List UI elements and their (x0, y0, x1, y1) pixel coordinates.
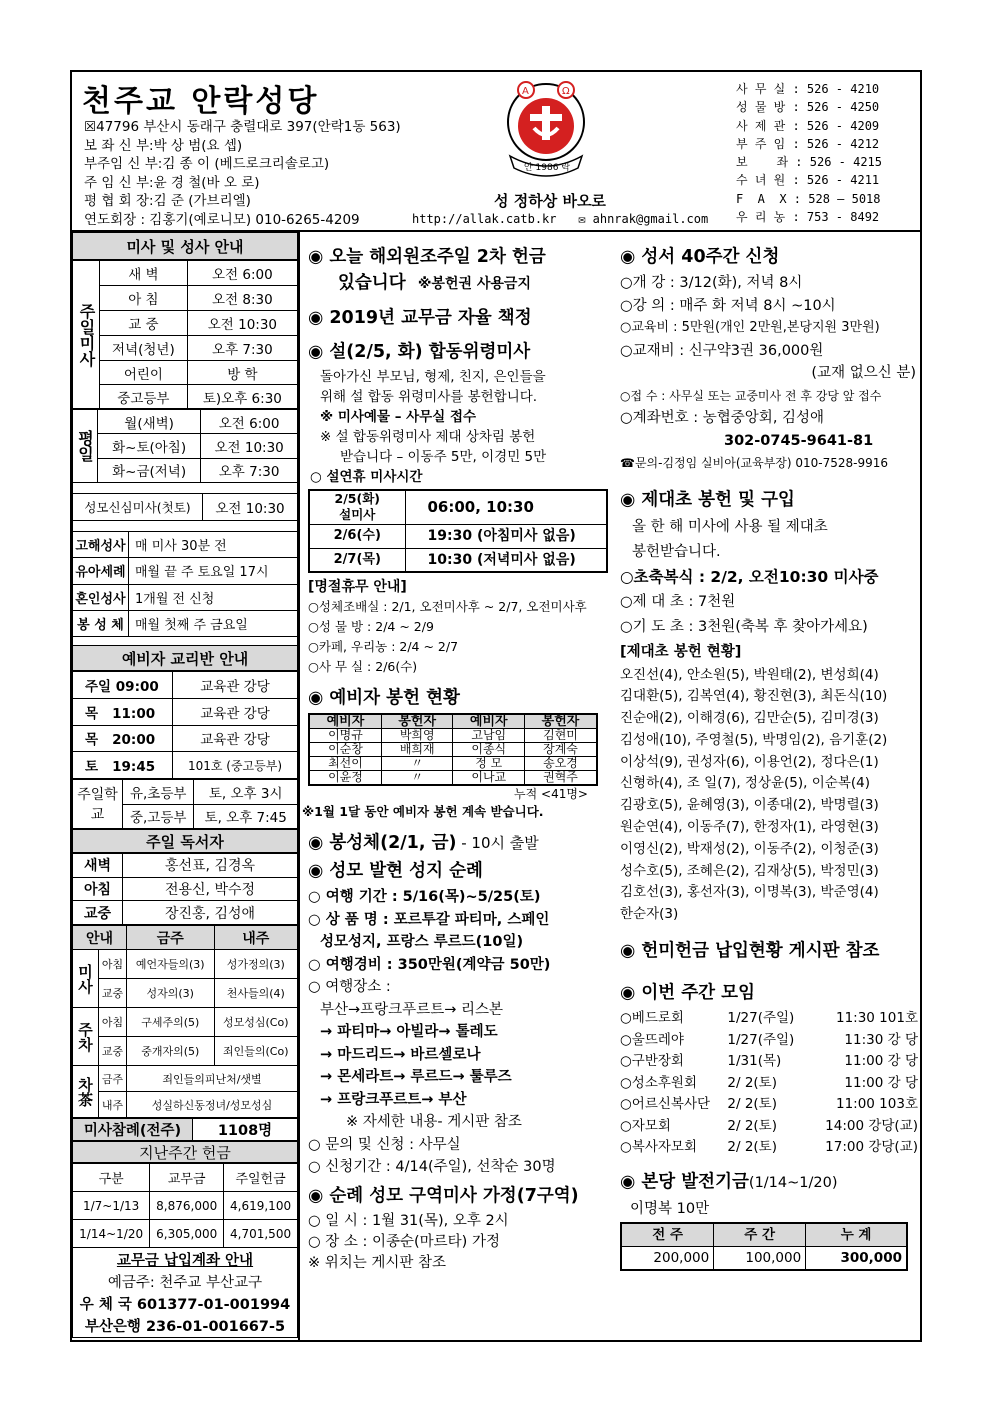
text-line: ○성 물 방 : 2/4 ~ 2/9 (308, 619, 434, 634)
candle-donors (620, 665, 918, 927)
sacrament-name: 봉 성 체 (73, 610, 129, 636)
info-line: 연도회장 : 김홍기(예로니모) 010-6265-4209 (84, 211, 360, 228)
phone-line: 사 제 관 : 526 - 4209 (736, 118, 880, 133)
text-line: [제대초 봉헌 현황] (620, 643, 742, 660)
account-line: 예금주: 천주교 부산교구 (107, 1275, 263, 1291)
guide-this-week: 성자의(3) (127, 979, 215, 1008)
meetings-table: ○베드로회 1/27(주일) 11:30 101호 ○울뜨레야 1/27(주일) 11:30 강 당 ○구반장회 1/31(목) 11:00 강 당 ○성소후원회 2/ 2(토) 11:00 강 당 ○어르신복사단 2/ 2(토) 11:00 103호 ○자모회 2/ 2(토) 14:00 강당(교) ○복사자모회 2/ 2(토) 17:00 강당(교) (620, 1010, 918, 1156)
guide-this-week: 중개자의(5) (127, 1037, 215, 1066)
text-line: → 마드리드→ 바르셀로나 (320, 1046, 481, 1063)
text-line: → 프랑크푸르트→ 부산 (320, 1091, 467, 1108)
text-line: ○제 대 초 : 7천원 (620, 593, 736, 610)
offering-dues: 8,876,000 (150, 1192, 224, 1220)
memorial-mass-text (308, 367, 608, 487)
guide-mass: 아침 (99, 1008, 127, 1037)
guide-label: 차茶 (73, 1066, 99, 1118)
text-line: ○성체조배실 : 2/1, 오전미사후 ~ 2/7, 오전미사후 (308, 599, 587, 614)
mass-name: 중고등부 (100, 385, 188, 409)
reader-mass: 아침 (73, 877, 123, 901)
account-title: 교무금 납입계좌 안내 (116, 1253, 254, 1269)
attendance-label: 미사참례(전주) (73, 1119, 193, 1141)
readers-table (72, 853, 298, 925)
text-line: ※ 위치는 게시판 참조 (308, 1254, 447, 1271)
holiday-time: 06:00, 10:30 (405, 490, 607, 524)
text-line: ○교육비 : 5만원(개인 2만원,본당지원 3만원) (620, 320, 880, 335)
notice-heading: ◉ 제대초 봉헌 및 구입 (620, 489, 918, 511)
school-grade: 중,고등부 (123, 804, 194, 829)
sacrament-info: 매월 끝 주 토요일 17시 (129, 558, 298, 584)
notice-heading: ◉ 순례 성모 구역미사 가정(7구역) (308, 1185, 608, 1207)
sacrament-info: 매 미사 30분 전 (129, 532, 298, 558)
mass-name: 화~토(아침) (98, 434, 201, 458)
mass-time: 오전 10:30 (203, 494, 298, 521)
phone-list (736, 80, 882, 226)
text-line: ※ 자세한 내용- 게시판 참조 (346, 1114, 522, 1130)
holiday-mass-table (308, 489, 608, 573)
guide-mass: 교중 (99, 979, 127, 1008)
text-line: 봉헌받습니다. (632, 543, 721, 560)
text-line: ○초축복식 : 2/2, 오전10:30 미사중 (620, 567, 879, 586)
text-line: ○기 도 초 : 3천원(축복 후 찾아가세요) (620, 618, 868, 635)
donor-line: 이영신(2), 박재성(2), 이동주(2), 이청준(3) (620, 840, 879, 857)
notice-heading: ◉ 예비자 봉헌 현황 (308, 687, 608, 709)
phone-line: 부 주 임 : 526 - 4212 (736, 136, 880, 151)
reader-names: 장진홍, 김성애 (123, 901, 298, 925)
attendance-value: 1108명 (193, 1119, 298, 1141)
closed-title: [명절휴무 안내] (308, 579, 407, 595)
bulletin-page (70, 70, 922, 1342)
sacrament-name: 유아세례 (73, 558, 129, 584)
offering-dues: 6,305,000 (150, 1220, 224, 1248)
account-line: 부산은행 236-01-001667-5 (84, 1319, 286, 1335)
patron-saint: 성 정하상 바오로 (494, 192, 606, 210)
guide-week: 내주 (99, 1092, 127, 1118)
mass-name: 월(새벽) (98, 410, 201, 434)
sidebar (72, 232, 298, 1338)
text-line: 위해 설 합동 위령미사를 봉헌합니다. (320, 389, 538, 405)
text-line: ○강 의 : 매주 화 저녁 8시 ~10시 (620, 297, 836, 314)
mass-time: 오전 6:00 (187, 261, 297, 286)
catechumen-title: 예비자 교리반 안내 (72, 645, 298, 671)
fund-donor: 이명복 10만 (630, 1200, 710, 1217)
header-info (84, 118, 401, 229)
mass-name: 교 중 (100, 311, 188, 336)
donor-line: 이상석(9), 권성자(6), 이용언(2), 정다은(1) (620, 753, 879, 770)
donor-line: 김광호(5), 윤혜영(3), 이종대(2), 박명렬(3) (620, 797, 879, 814)
column-divider (298, 232, 300, 1340)
reader-names: 전용신, 박수정 (123, 877, 298, 901)
phone-line: F A X : 528 – 5018 (736, 191, 881, 206)
header (72, 72, 920, 232)
mass-name: 어린이 (100, 361, 188, 385)
text-line: (교재 없으신 분) (811, 365, 916, 381)
home-mass-text (308, 1211, 608, 1274)
closed-info (308, 577, 608, 677)
class-time: 주일 09:00 (73, 672, 173, 699)
info-line: 평 협 회 장:김 준 (가브리엘) (84, 193, 251, 209)
donor-line: 김성애(10), 주영철(5), 박명임(2), 음기훈(2) (620, 731, 888, 748)
fund-table: 전 주 주 간 누 계 200,000 100,000 300,000 (620, 1222, 908, 1271)
donor-line: 오진선(4), 안소원(5), 박원태(2), 변성희(4) (620, 666, 879, 683)
notice-heading: ◉ 성모 발현 성지 순례 (308, 860, 608, 882)
text-line: ○개 강 : 3/12(화), 저녁 8시 (620, 275, 803, 291)
text-line: ○ 여행 기간 : 5/16(목)~5/25(토) (308, 889, 541, 905)
guide-head: 내주 (214, 926, 297, 950)
church-title: 천주교 안락성당 (82, 84, 320, 119)
mass-schedule-title: 미사 및 성사 안내 (72, 232, 298, 260)
mass-name: 새 벽 (100, 261, 188, 286)
svg-text:안 1986 락: 안 1986 락 (524, 163, 571, 173)
school-grade: 유,초등부 (123, 780, 194, 805)
guide-table (72, 925, 298, 1118)
offering-head: 교무금 (150, 1164, 224, 1192)
text-line: 성모성지, 프랑스 루르드(10일) (320, 934, 524, 950)
text-line: ○ 문의 및 신청 : 사무실 (308, 1136, 461, 1153)
mass-time: 오전 8:30 (187, 286, 297, 311)
offering-week: 1/7~1/13 (73, 1192, 150, 1220)
candle-text (620, 515, 918, 665)
tea-service: 성실하신동정녀/성모성심 (127, 1092, 298, 1118)
notice-heading: ◉ 본당 발전기금(1/14~1/20) (620, 1171, 918, 1194)
text-line: 302-0745-9641-81 (724, 432, 874, 449)
reader-names: 홍선표, 김경옥 (123, 854, 298, 878)
mass-name: 화~금(저녁) (98, 458, 201, 482)
text-line: ○ 상 품 명 : 포르투갈 파티마, 스페인 (308, 911, 550, 928)
offering-title: 지난주간 헌금 (72, 1141, 298, 1163)
holiday-time: 10:30 (저녁미사 없음) (405, 548, 607, 572)
guide-mass: 아침 (99, 950, 127, 979)
mass-time: 방 학 (187, 361, 297, 385)
text-line: ○ 여행경비 : 350만원(계약금 50만) (308, 956, 551, 973)
pilgrimage-text (308, 886, 608, 1179)
bible-course-text (620, 272, 918, 475)
mass-time: 오전 10:30 (187, 311, 297, 336)
guide-next-week: 죄인들의(Co) (214, 1037, 297, 1066)
notice-heading: ◉ 성서 40주간 신청 (620, 246, 918, 268)
phone-line: 성 물 방 : 526 - 4250 (736, 100, 880, 115)
notice-heading: ◉ 헌미헌금 납입현황 게시판 참조 (620, 940, 918, 962)
catechumen-total: 누적 <41명> (514, 787, 588, 801)
text-line: 돌아가신 부모님, 형제, 친지, 은인들을 (320, 369, 546, 385)
text-line: ○사 무 실 : 2/6(수) (308, 659, 418, 674)
attendance-table (72, 1118, 298, 1141)
svg-text:A: A (522, 86, 529, 97)
sacrament-table (72, 531, 298, 637)
holiday-date: 2/6(수) (309, 524, 405, 548)
guide-next-week: 천사들의(4) (214, 979, 297, 1008)
notice-heading: ◉ 2019년 교무금 자율 책정 (308, 307, 608, 329)
guide-mass: 교중 (99, 1037, 127, 1066)
guide-head: 금주 (127, 926, 215, 950)
holiday-date: 2/5(화) 설미사 (309, 490, 405, 524)
sacrament-info: 매월 첫째 주 금요일 (129, 610, 298, 636)
class-time: 목 20:00 (73, 725, 173, 752)
school-label: 주일학교 (73, 780, 123, 829)
website-email (412, 212, 708, 226)
email-link[interactable]: ✉ ahnrak@gmail.com (578, 212, 709, 226)
guide-label: 미사 (73, 950, 99, 1008)
reader-mass: 교중 (73, 901, 123, 925)
holiday-date: 2/7(목) (309, 548, 405, 572)
sunday-school-table (72, 779, 298, 829)
class-place: 교육관 강당 (173, 725, 298, 752)
mass-time: 오전 6:00 (201, 410, 298, 434)
first-saturday-table (72, 493, 298, 521)
offering-sunday: 4,701,500 (224, 1220, 298, 1248)
mass-name: 성모신심미사(첫토) (73, 494, 203, 521)
reader-mass: 새벽 (73, 854, 123, 878)
guide-this-week: 구세주의(5) (127, 1008, 215, 1037)
notice-heading: ◉ 설(2/5, 화) 합동위령미사 (308, 341, 608, 363)
info-line: 주 임 신 부:윤 경 철(바 오 로) (84, 174, 260, 191)
text-line: ○접 수 : 사무실 또는 교중미사 전 후 강당 앞 접수 (620, 388, 882, 403)
mass-time: 토)오후 6:30 (187, 385, 297, 409)
middle-column (302, 242, 608, 1274)
donor-line: 진순애(2), 이해경(6), 김만순(5), 김미경(3) (620, 710, 879, 727)
notice-heading-cont: 있습니다 ※봉헌권 사용금지 (338, 273, 531, 293)
text-line: ☎문의-김정임 실비아(교육부장) 010-7528-9916 (620, 456, 889, 470)
guide-week: 금주 (99, 1066, 127, 1092)
donor-line: 신형하(4), 조 일(7), 정상윤(5), 이순복(4) (620, 775, 870, 792)
offering-week: 1/14~1/20 (73, 1220, 150, 1248)
phone-line: 사 무 실 : 526 - 4210 (736, 82, 880, 96)
text-line: ※ 미사예물 – 사무실 접수 (320, 409, 477, 425)
catechumen-sponsor-table: 예비자 봉헌자 예비자 봉헌자 이명규 박희영 고남임 김현미 이순창 배희재 이종식 장계숙 최선이 〃 정 모 송오경 이윤정 〃 이나교 권혁주 (308, 713, 598, 786)
text-line: 받습니다 – 이동주 5만, 이경민 5만 (340, 449, 547, 465)
class-place: 101호 (중고등부) (173, 752, 298, 779)
text-line: ○ 설연휴 미사시간 (310, 469, 423, 485)
catechumen-note: ※1월 1달 동안 예비자 봉헌 계속 받습니다. (302, 804, 544, 819)
address: ☒47796 부산시 동래구 충렬대로 397(안락1동 563) (84, 119, 401, 135)
weekday-label: 평일 (73, 410, 98, 483)
info-line: 보 좌 신 부:박 상 범(요 셉) (84, 137, 243, 154)
account-line: 우 체 국 601377-01-001994 (79, 1297, 291, 1313)
mass-time: 오전 10:30 (201, 434, 298, 458)
sunday-label: 주일미사 (73, 261, 100, 409)
sunday-mass-table (72, 260, 298, 409)
donor-line: 한순자(3) (620, 906, 679, 923)
school-time: 토, 오후 3시 (194, 780, 298, 805)
catechumen-table (72, 671, 298, 779)
offering-sunday: 4,619,100 (224, 1192, 298, 1220)
text-line: ○ 일 시 : 1월 31(목), 오후 2시 (308, 1212, 509, 1229)
account-info (72, 1248, 298, 1338)
guide-this-week: 예언자들의(3) (127, 950, 215, 979)
sacrament-name: 고해성사 (73, 532, 129, 558)
donor-line: 성수호(5), 조혜은(2), 김재상(5), 박정민(3) (620, 862, 879, 879)
offering-table (72, 1163, 298, 1248)
school-time: 토, 오후 7:45 (194, 804, 298, 829)
phone-line: 수 녀 원 : 526 - 4211 (736, 173, 880, 188)
class-place: 교육관 강당 (173, 672, 298, 699)
text-line: ○ 장 소 : 이종순(마르타) 가정 (308, 1233, 500, 1250)
text-line: ※ 설 합동위령미사 제대 상차림 봉헌 (320, 429, 536, 445)
text-line: ○ 신청기간 : 4/14(주일), 선착순 30명 (308, 1159, 556, 1175)
church-logo (500, 76, 592, 180)
text-line: ○교재비 : 신구약3권 36,000원 (620, 342, 824, 359)
phone-line: 보 좌 : 526 - 4215 (736, 155, 883, 170)
offering-head: 주일헌금 (224, 1164, 298, 1192)
notice-heading: ◉ 오늘 해외원조주일 2차 헌금 (308, 246, 608, 268)
right-column (620, 242, 918, 1271)
text-line: ○ 여행장소 : (308, 979, 391, 995)
class-place: 교육관 강당 (173, 698, 298, 725)
phone-line: 우 리 농 : 753 - 8492 (736, 210, 880, 225)
mass-time: 오후 7:30 (201, 458, 298, 482)
class-time: 목 11:00 (73, 698, 173, 725)
text-line: → 몬세라트→ 루르드→ 툴루즈 (320, 1069, 512, 1085)
class-time: 토 19:45 (73, 752, 173, 779)
text-line: 부산→프랑크푸르트→ 리스본 (320, 1001, 503, 1018)
donor-line: 원순연(4), 이동주(7), 한정자(1), 라영현(3) (620, 819, 879, 836)
text-line: 올 한 해 미사에 사용 될 제대초 (632, 518, 828, 535)
guide-head: 안내 (73, 926, 127, 950)
readers-title: 주일 독서자 (72, 829, 298, 853)
sacrament-name: 혼인성사 (73, 584, 129, 610)
guide-next-week: 성가정의(3) (214, 950, 297, 979)
holiday-time: 19:30 (아침미사 없음) (405, 524, 607, 548)
donor-line: 김호선(3), 홍선자(3), 이명복(3), 박준영(4) (620, 884, 879, 901)
mass-time: 오후 7:30 (187, 336, 297, 361)
notice-heading: ◉ 이번 주간 모임 (620, 982, 918, 1004)
weekday-mass-table (72, 409, 298, 483)
notice-heading: ◉ 봉성체(2/1, 금) - 10시 출발 (308, 832, 608, 854)
guide-label: 주차 (73, 1008, 99, 1066)
sacrament-info: 1개월 전 신청 (129, 584, 298, 610)
mass-name: 아 침 (100, 286, 188, 311)
text-line: ○계좌번호 : 농협중앙회, 김성애 (620, 410, 825, 426)
svg-text:Ω: Ω (562, 86, 570, 97)
mass-name: 저녁(청년) (100, 336, 188, 361)
guide-next-week: 성모성심(Co) (214, 1008, 297, 1037)
tea-service: 죄인들의피난처/샛별 (127, 1066, 298, 1092)
text-line: ○카페, 우리농 : 2/4 ~ 2/7 (308, 639, 459, 654)
offering-head: 구분 (73, 1164, 150, 1192)
donor-line: 김대환(5), 김복연(4), 황진현(3), 최돈식(10) (620, 688, 888, 705)
website-link[interactable]: http://allak.catb.kr (412, 212, 557, 226)
text-line: → 파티마→ 아빌라→ 톨레도 (320, 1024, 498, 1040)
info-line: 부주임 신 부:김 종 이 (베드로크리솔로고) (84, 156, 330, 172)
